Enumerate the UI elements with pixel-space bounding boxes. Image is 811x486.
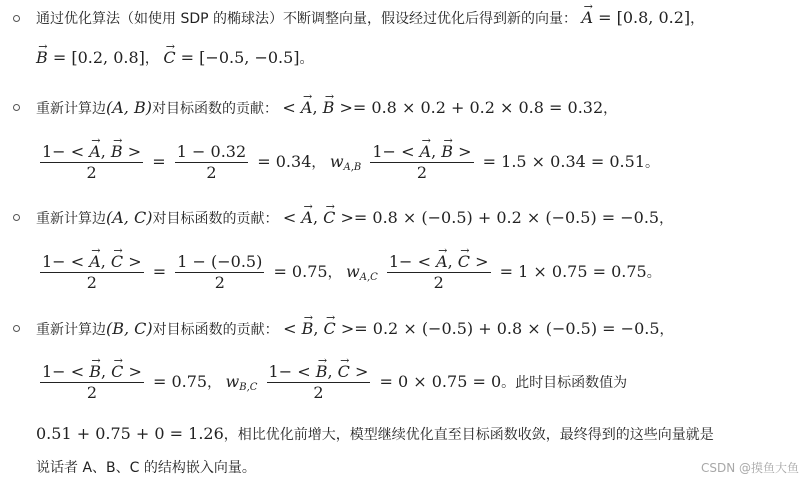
bc-line2 — [36, 362, 801, 403]
vector-b: → B — [302, 319, 314, 339]
bc-line4 — [36, 458, 801, 478]
fraction-ab-1 — [40, 142, 143, 183]
weighted-ac: = 1 × 0.75 = 0.75 — [499, 262, 647, 281]
gt-sign: > — [128, 362, 142, 381]
vector-c: → C — [324, 319, 336, 339]
one-minus: 1− — [42, 252, 66, 271]
conclusion-text: ，相比优化前增大，模型继续优化直至目标函数收敛，最终得到的这些向量就是 — [223, 427, 714, 443]
weight-symbol: w — [346, 262, 360, 281]
denominator: 2 — [313, 383, 324, 402]
end-mark: 。 — [645, 155, 659, 171]
separator: ， — [207, 375, 222, 391]
recompute-prefix: 重新计算边 — [36, 211, 106, 227]
gt-sign: > — [355, 362, 369, 381]
weighted-ab: = 1.5 × 0.34 = 0.51 — [482, 152, 645, 171]
end-mark: 。 — [646, 265, 661, 281]
vector-c: → C — [163, 48, 175, 68]
numerator: 1 − (−0.5) — [177, 252, 263, 271]
value-bc: = 0.75 — [152, 372, 208, 391]
objective-sum: 0.51 + 0.75 + 0 = 1.26 — [36, 424, 224, 443]
vector-c: → C — [111, 362, 123, 382]
vector-c: → C — [111, 252, 123, 272]
vector-c: → C — [323, 208, 335, 228]
denominator: 2 — [433, 273, 444, 292]
separator: ， — [144, 51, 159, 67]
comma: , — [100, 362, 112, 381]
recompute-prefix: 重新计算边 — [36, 322, 106, 338]
lt-sign: < — [70, 362, 85, 381]
vector-a-value: [0.8, 0.2] — [616, 8, 691, 27]
bullet-icon — [13, 15, 20, 22]
dot-product-ac: = 0.8 × (−0.5) + 0.2 × (−0.5) = −0.5 — [353, 208, 660, 227]
fraction-bc-1 — [40, 362, 144, 403]
gt-sign: > — [127, 142, 142, 161]
edge-ac: (A, C) — [106, 208, 153, 227]
one-minus: 1− — [388, 252, 413, 271]
weight-subscript: A,C — [359, 272, 378, 283]
lt-sign: < — [70, 252, 85, 271]
separator: ， — [659, 322, 674, 338]
separator: ， — [311, 155, 326, 171]
contribution-label: 对目标函数的贡献： — [152, 322, 279, 338]
bullet-icon — [13, 104, 20, 111]
end-mark: 。 — [299, 51, 314, 67]
vector-a: → A — [301, 98, 313, 118]
lt-sign: < — [70, 142, 85, 161]
weighted-bc: = 0 × 0.75 = 0 — [379, 372, 502, 391]
lt-sign: < — [283, 319, 297, 338]
comma: , — [327, 362, 338, 381]
one-minus: 1− — [268, 362, 293, 381]
ac-line2: $\frac{1- < \to A, \to C >}{2}$ = $\frac{1 - (-0.5)}{2}$ = 0.75， $w_{A,C}$ $\frac{1- < \to A, \to C >}{2}$ = 1 × 0.75 = 0.75。 — [36, 252, 801, 293]
weight-subscript: B,C — [239, 382, 258, 393]
vector-b: → B — [316, 362, 328, 382]
weight-symbol: w — [329, 152, 344, 171]
vector-c: → C — [338, 362, 350, 382]
vector-b: → B — [323, 98, 335, 118]
conclusion-end: 说话者 A、B、C 的结构嵌入向量。 — [36, 460, 256, 476]
bc-line3 — [36, 424, 801, 445]
gt-sign: > — [128, 252, 142, 271]
one-minus: 1− — [42, 142, 66, 161]
edge-ab: (A, B) — [106, 98, 152, 117]
gt-sign: > — [340, 208, 354, 227]
vector-a: → A — [581, 8, 593, 28]
lt-sign: < — [282, 208, 297, 227]
vector-a: → A — [301, 208, 313, 228]
recompute-prefix: 重新计算边 — [36, 101, 106, 117]
separator: ， — [659, 211, 674, 227]
comma: , — [431, 142, 442, 161]
comma: , — [100, 252, 111, 271]
contribution-label: 对目标函数的贡献： — [151, 101, 278, 117]
denominator: 2 — [206, 163, 217, 182]
lt-sign: < — [282, 98, 296, 117]
vector-c: → C — [458, 252, 470, 272]
watermark: CSDN @摸鱼大鱼 — [700, 461, 799, 475]
denominator: 2 — [86, 383, 98, 402]
weight-subscript: A,B — [343, 162, 362, 173]
comma: , — [312, 98, 323, 117]
vector-b: → B — [89, 362, 101, 382]
gt-sign: > — [458, 142, 472, 161]
vector-b: → B — [441, 142, 453, 162]
denominator: 2 — [214, 273, 225, 292]
bc-line1 — [36, 319, 801, 340]
fraction-ac-1 — [40, 252, 144, 293]
ab-line2: $\frac{1- < \to A, \to B >}{2}$ = $\frac{1 - 0.32}{2}$ = 0.34， $w_{A,B}$ $\frac{1- < \to A, \to B >}{2}$ = 1.5 × 0.34 = 0.51。 — [36, 142, 801, 183]
value-ab: = 0.34 — [257, 152, 312, 171]
vector-a: → A — [420, 142, 432, 162]
dot-product-ab: = 0.8 × 0.2 + 0.2 × 0.8 = 0.32 — [352, 98, 604, 117]
comma: , — [100, 142, 111, 161]
gt-sign: > — [475, 252, 489, 271]
edge-bc: (B, C) — [106, 319, 153, 338]
vector-a: → A — [89, 142, 101, 162]
lt-sign: < — [417, 252, 431, 271]
comma: , — [313, 319, 324, 338]
bullet-icon — [13, 325, 20, 332]
value-ac: = 0.75 — [273, 262, 328, 281]
denominator: 2 — [86, 273, 97, 292]
one-minus: 1− — [42, 362, 66, 381]
vector-a: → A — [436, 252, 448, 272]
dot-product-bc: = 0.2 × (−0.5) + 0.8 × (−0.5) = −0.5 — [354, 319, 660, 338]
fraction-ab-2 — [175, 142, 248, 183]
fraction-bc-2 — [267, 362, 371, 403]
separator: ， — [690, 11, 705, 27]
ac-line1 — [36, 208, 801, 229]
comma: , — [312, 208, 324, 227]
fraction-ab-3 — [370, 142, 473, 183]
item1-text: 通过优化算法（如使用 SDP 的椭球法）不断调整向量，假设经过优化后得到新的向量： — [36, 11, 578, 27]
lt-sign: < — [401, 142, 415, 161]
vector-b: → B — [36, 48, 48, 68]
denominator: 2 — [86, 163, 97, 182]
numerator: 1 − 0.32 — [176, 142, 247, 161]
bullet-icon — [13, 214, 20, 221]
vector-b-value: [0.2, 0.8] — [71, 48, 145, 67]
fraction-ac-3 — [387, 252, 491, 293]
lt-sign: < — [297, 362, 311, 381]
separator: ， — [603, 101, 618, 117]
vector-a: → A — [89, 252, 101, 272]
item1-line2: → B = [0.2, 0.8]， → C = [−0.5, −0.5]。 — [36, 48, 801, 69]
weight-symbol: w — [225, 372, 240, 391]
gt-sign: > — [340, 319, 355, 338]
separator: ， — [327, 265, 342, 281]
vector-b: → B — [111, 142, 123, 162]
item1-line1: 通过优化算法（如使用 SDP 的椭球法）不断调整向量，假设经过优化后得到新的向量： → A = [0.8, 0.2]， — [36, 8, 801, 29]
contribution-label: 对目标函数的贡献： — [152, 211, 279, 227]
vector-c-value: [−0.5, −0.5] — [199, 48, 300, 67]
comma: , — [447, 252, 458, 271]
one-minus: 1− — [372, 142, 396, 161]
objective-intro: 。此时目标函数值为 — [501, 375, 628, 391]
gt-sign: > — [339, 98, 353, 117]
fraction-ac-2 — [175, 252, 264, 293]
denominator: 2 — [416, 163, 428, 182]
ab-line1 — [36, 98, 801, 119]
